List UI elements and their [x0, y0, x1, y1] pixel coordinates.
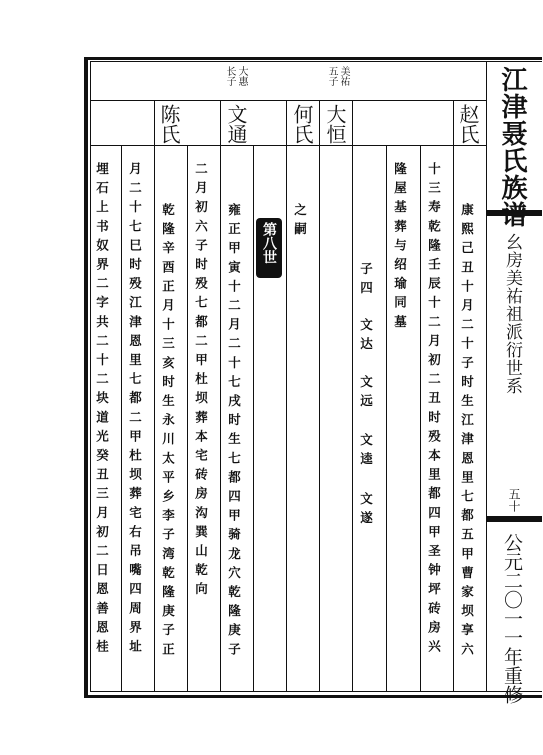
generation-badge	[256, 218, 282, 278]
names-rule	[90, 145, 486, 146]
sidebar-band-lower	[486, 516, 542, 522]
name-zhao: 赵氏	[456, 104, 480, 144]
entry-column-2: 十三寿乾隆壬辰十二月初二丑时殁本里都四甲圣钟坪砖房兴	[426, 162, 442, 659]
header-label-pair1-right: 大惠	[236, 66, 247, 86]
name-chen: 陈氏	[157, 104, 181, 144]
header-label-pair2-right: 美祐	[338, 66, 349, 86]
name-he: 何氏	[290, 104, 314, 144]
child-name-2: 文远	[358, 375, 374, 414]
page-number: 五十	[507, 488, 521, 512]
column-line	[121, 145, 122, 692]
generation-label: 第八世	[261, 222, 277, 264]
genealogy-title: 江津聂氏族谱	[497, 66, 527, 228]
child-name-4: 文遂	[358, 492, 374, 531]
entry-column-7: 二月初六子时殁七都二甲杜坝葬本宅砖房沟巽山乾向	[193, 162, 209, 602]
adoption-note: 之嗣	[292, 203, 308, 242]
header-label-pair1-left: 长子	[224, 66, 235, 86]
header-rule	[90, 100, 486, 101]
column-line	[352, 100, 353, 692]
column-line	[286, 100, 287, 692]
entry-column-10: 埋石上书奴界二字共二十二块道光癸丑三月初二日恩善恩桂	[94, 162, 110, 659]
child-name-3: 文逵	[358, 433, 374, 472]
name-wentong: 文通	[224, 104, 248, 144]
entry-column-3: 隆屋基葬与绍瑜同墓	[392, 162, 408, 334]
column-line	[253, 145, 254, 692]
column-line	[220, 100, 221, 692]
entry-column-9: 月二十七巳时殁江津恩里七都二甲杜坝葬宅右吊嘴四周界址	[127, 162, 143, 659]
column-line	[420, 145, 421, 692]
revision-year: 公元二〇一一年重修	[501, 533, 523, 704]
entry-column-8: 乾隆辛酉正月十三亥时生永川太平乡李子湾乾隆庚子正	[160, 203, 176, 662]
sidebar-divider	[486, 61, 487, 692]
name-dahun: 大恒	[323, 104, 347, 144]
column-line	[187, 145, 188, 692]
column-line	[319, 100, 320, 692]
column-line	[453, 100, 454, 692]
entry-column-6: 雍正甲寅十二月二十七戌时生七都四甲骑龙穴乾隆庚子	[226, 203, 242, 662]
children-count: 子四	[358, 262, 374, 301]
column-line	[386, 145, 387, 692]
column-line	[154, 100, 155, 692]
header-label-pair2-left: 五子	[326, 66, 337, 86]
entry-column-1: 康熙己丑十月二十子时生江津恩里七都五甲曹家坝享六	[459, 203, 475, 662]
branch-subtitle: 幺房美祐祖派衍世系	[502, 233, 522, 395]
child-name-1: 文达	[358, 318, 374, 357]
